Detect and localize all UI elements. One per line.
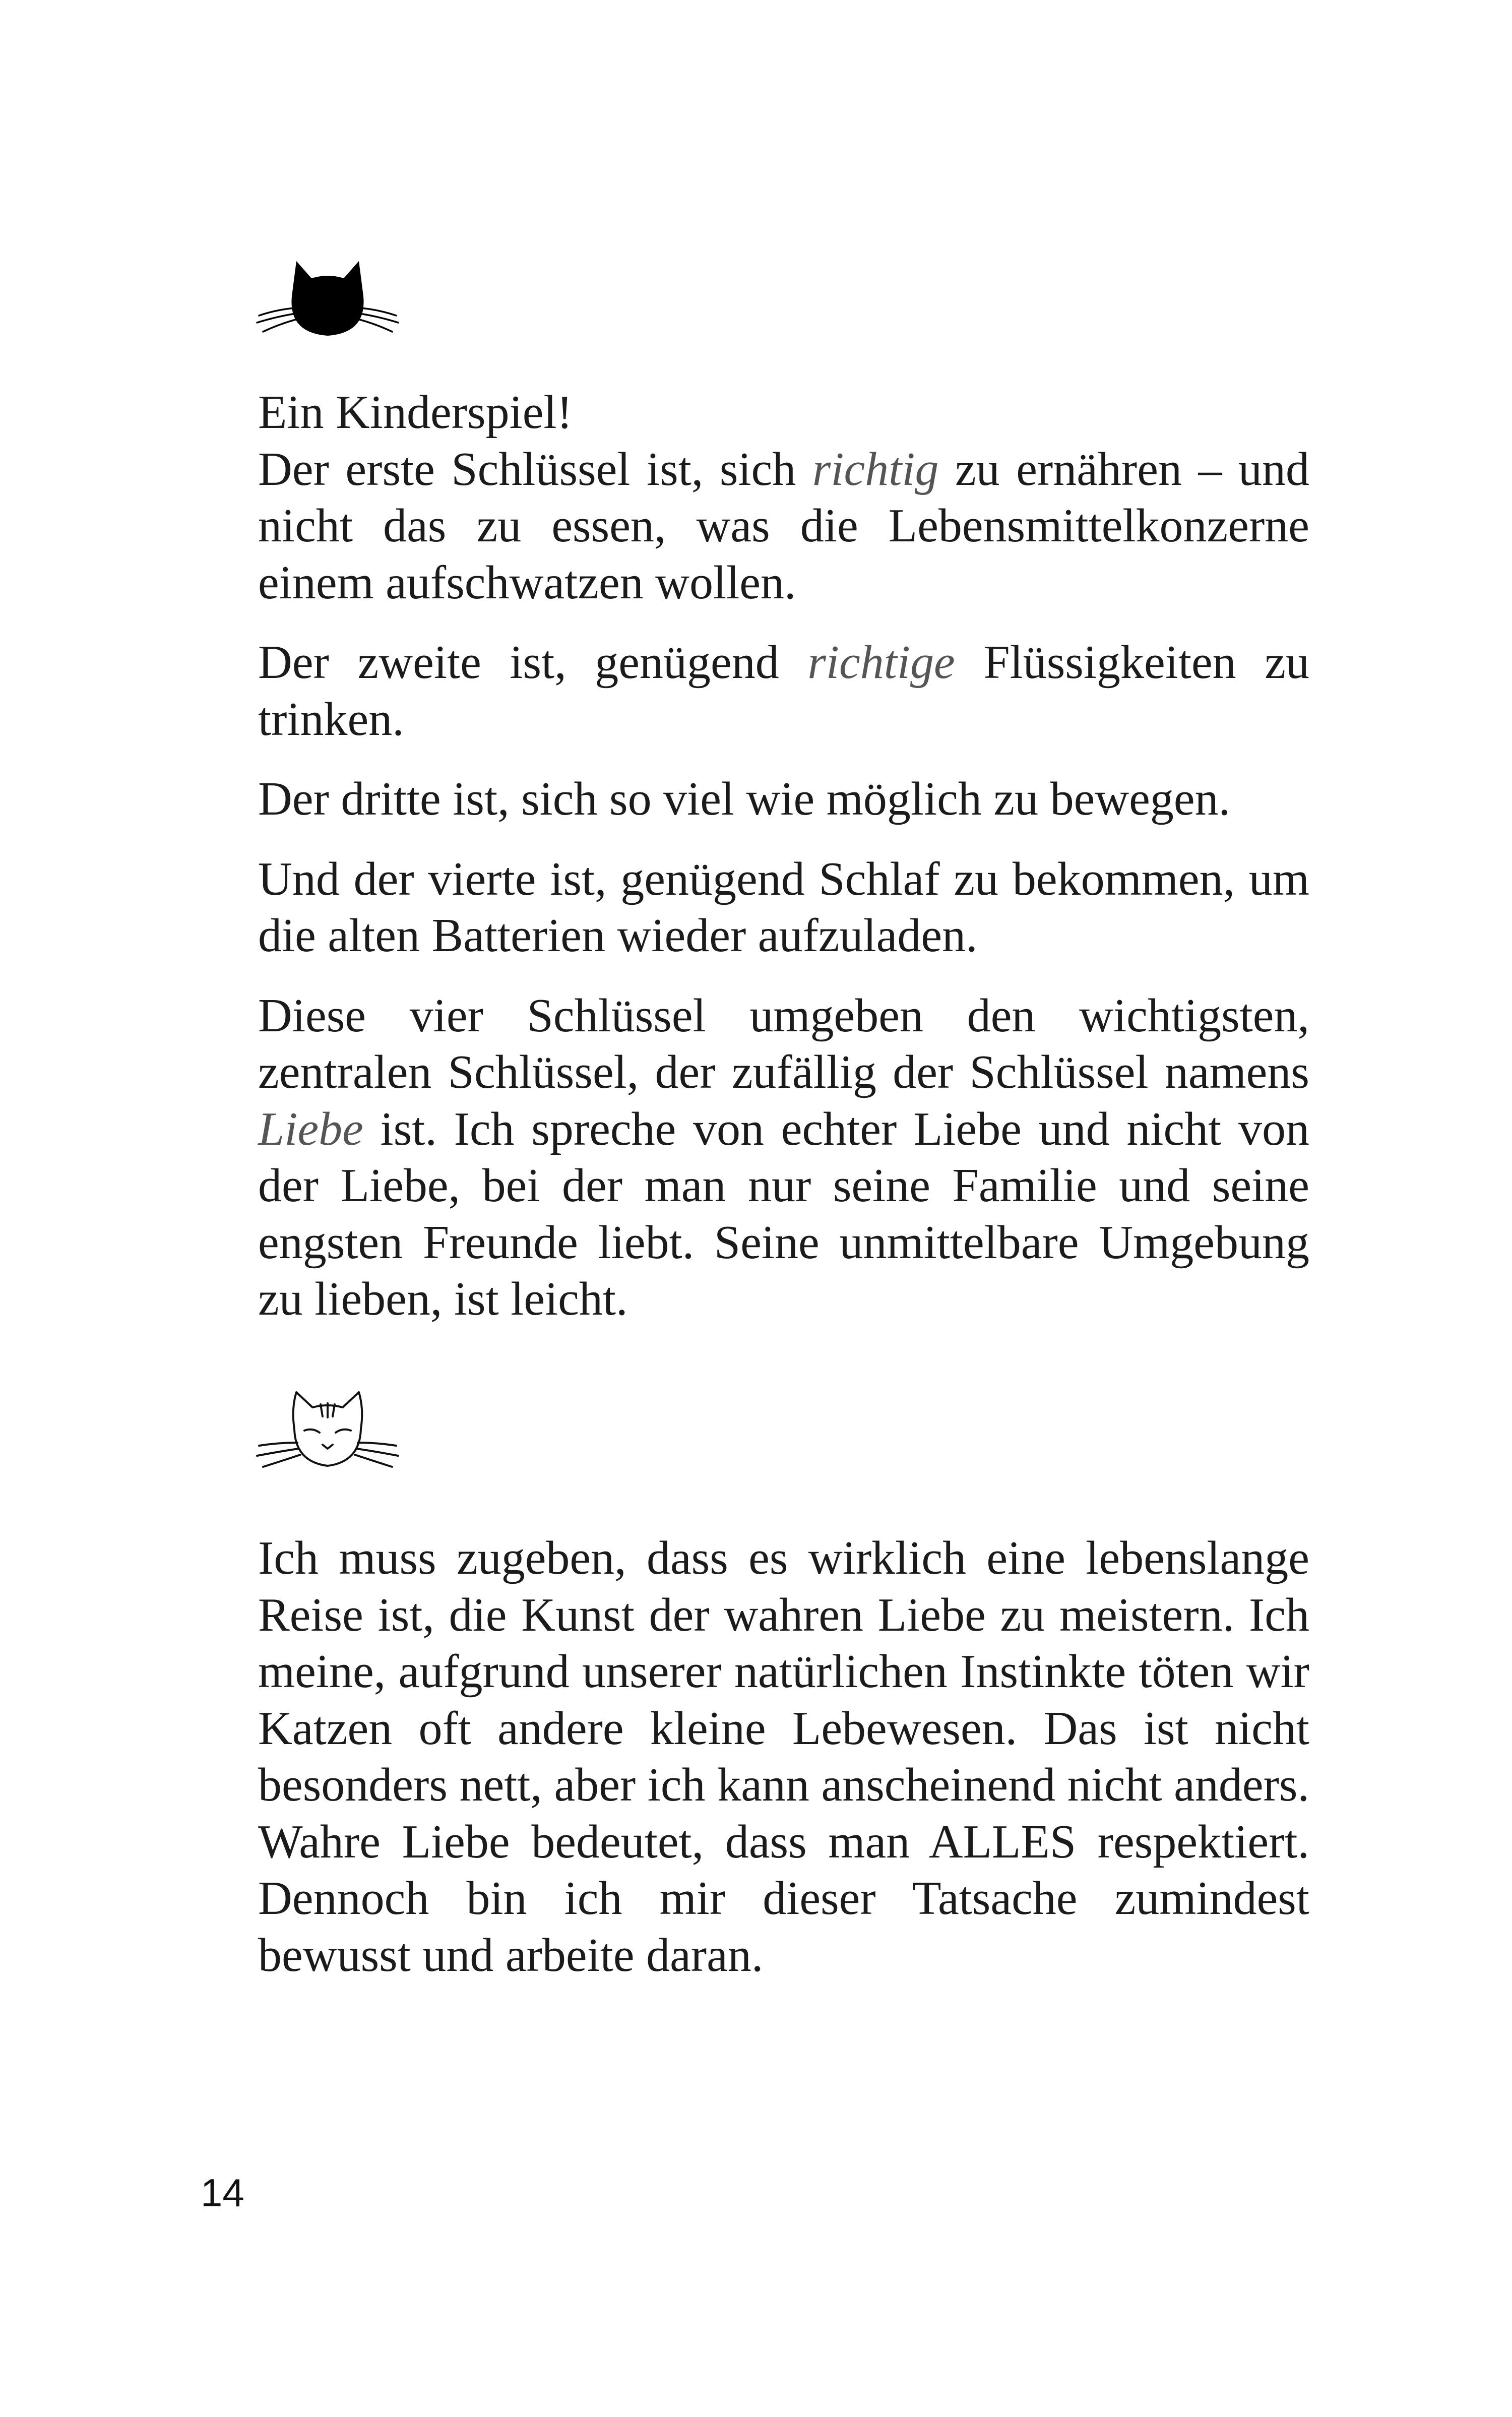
text-run: Diese vier Schlüssel umgeben den wichtigsten, zentralen Schlüssel, der zufällig der Schlüssel namens (258, 989, 1309, 1098)
emphasis-text: richtige (807, 636, 955, 689)
text-run: Der erste Schlüssel ist, sich (258, 443, 812, 495)
text-run: ist. Ich spreche von echter Liebe und nicht von der Liebe, bei der man nur seine Familie und seine engsten Freunde liebt. Seine unmittelbare Umgebung zu lieben, ist leicht. (258, 1102, 1309, 1325)
page-number: 14 (201, 2171, 244, 2215)
cat-silhouette-icon (252, 252, 403, 338)
paragraph: Ich muss zugeben, dass es wirklich eine lebenslange Reise ist, die Kunst der wahren Liebe zu meistern. Ich meine, aufgrund unserer natürlichen Instinkte töten wir Katzen oft andere kleine Lebewesen. Das ist nicht besonders nett, aber ich kann anscheinend nicht anders. Wahre Liebe bedeutet, dass man ALLES respektiert. Dennoch bin ich mir dieser Tatsache zumindest bewusst und arbeite daran. (258, 1532, 1309, 1981)
paragraph (258, 987, 1309, 1328)
text-run: Flüssigkeiten zu trinken. (258, 636, 1309, 746)
paragraph: Und der vierte ist, genügend Schlaf zu bekommen, um die alten Batterien wieder aufzuladen. (258, 852, 1309, 962)
text-section-1 (258, 384, 1309, 1351)
paragraph (258, 441, 1309, 611)
cat-line-face-icon (252, 1386, 403, 1477)
text-run: zu ernähren – und nicht das zu essen, was die Lebensmittelkonzerne einem aufschwatzen wollen. (258, 443, 1309, 609)
emphasis-text: Liebe (258, 1102, 363, 1155)
paragraph (258, 634, 1309, 748)
text-section-2 (258, 1530, 1309, 2007)
paragraph: Ein Kinderspiel! (258, 386, 573, 439)
emphasis-text: richtig (812, 443, 939, 495)
text-run: Der zweite ist, genügend (258, 636, 808, 689)
paragraph: Der dritte ist, sich so viel wie möglich zu bewegen. (258, 773, 1231, 825)
